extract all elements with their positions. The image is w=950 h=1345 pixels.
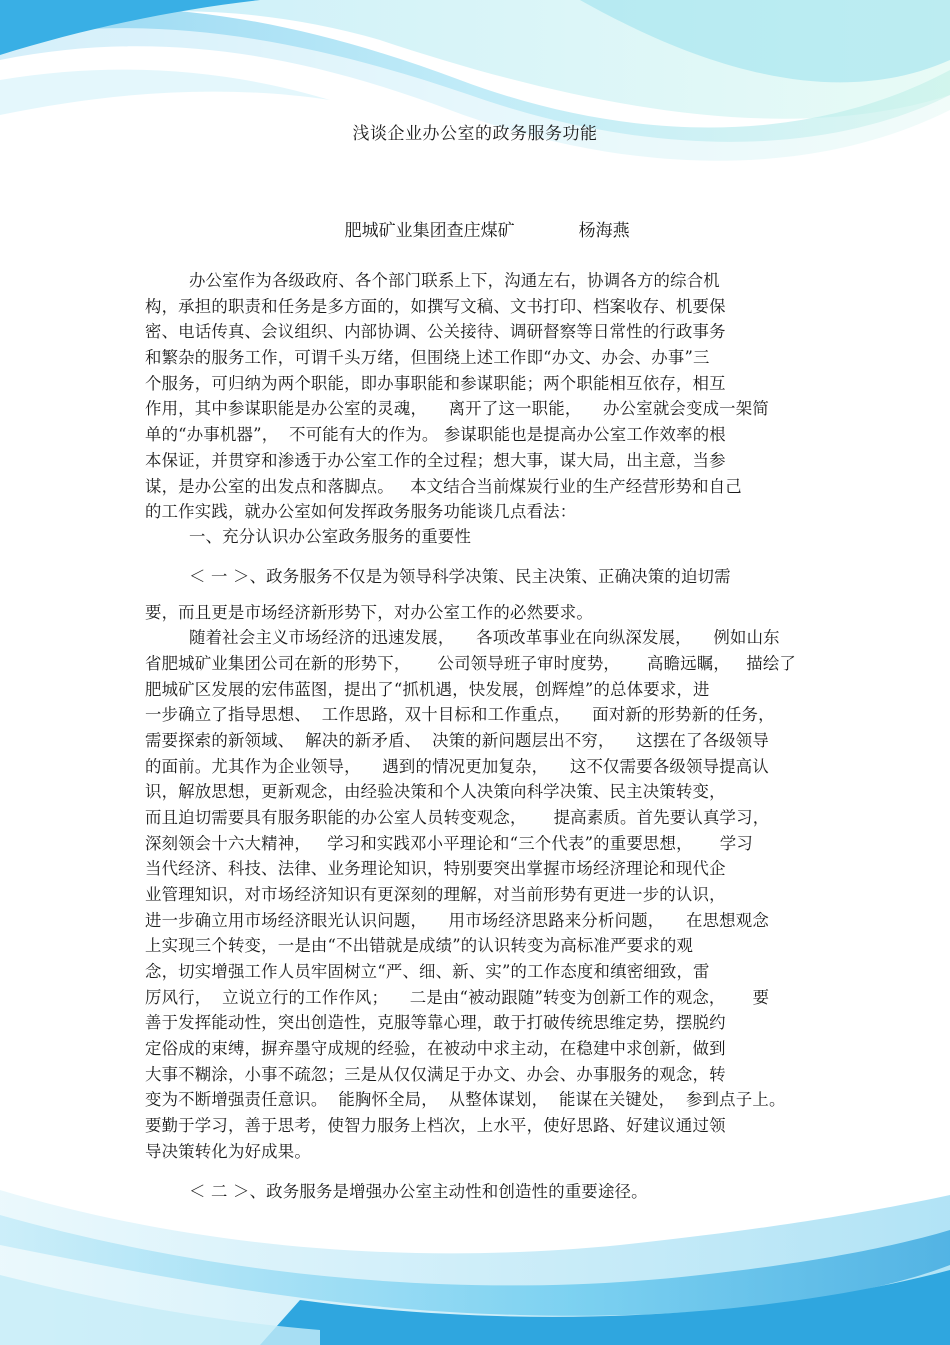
body-text-line: 本保证，并贯穿和渗透于办公室工作的全过程；想大事，谋大局，出主意，当参	[145, 451, 726, 470]
body-text-line: 善于发挥能动性，突出创造性，克服等靠心理，敢于打破传统思维定势，摆脱约	[145, 1013, 726, 1032]
body-text-line: 导决策转化为好成果。	[145, 1142, 311, 1161]
body-text-line: 单的“办事机器”， 不可能有大的作为。 参谋职能也是提高办公室工作效率的根	[145, 425, 726, 444]
author-organization: 肥城矿业集团查庄煤矿	[344, 221, 515, 241]
body-text-line: 和繁杂的服务工作，可谓千头万绪，但围绕上述工作即“办文、办会、办事”三	[145, 348, 710, 367]
body-text-line: 上实现三个转变，一是由“不出错就是成绩”的认识转变为高标准严要求的观	[145, 936, 694, 955]
body-text-line: 进一步确立用市场经济眼光认识问题， 用市场经济思路来分析问题， 在思想观念	[145, 911, 769, 930]
body-text-line: 密、电话传真、会议组织、内部协调、公关接待、调研督察等日常性的行政事务	[145, 322, 726, 341]
body-text-line: 作用，其中参谋职能是办公室的灵魂， 离开了这一职能， 办公室就会变成一架简	[145, 399, 769, 418]
subsection-heading: ＜ 二 ＞、政务服务是增强办公室主动性和创造性的重要途径。	[189, 1182, 648, 1201]
body-text-line: 一步确立了指导思想、 工作思路，双十目标和工作重点， 面对新的形势新的任务，	[145, 705, 775, 724]
body-text-line: 省肥城矿业集团公司在新的形势下， 公司领导班子审时度势， 高瞻远瞩， 描绘了	[145, 654, 797, 673]
body-text-line: 要，而且更是市场经济新形势下，对办公室工作的必然要求。	[145, 603, 593, 622]
body-text-line: 当代经济、科技、法律、业务理论知识，特别要突出掌握市场经济理论和现代企	[145, 859, 726, 878]
section-heading: 一、充分认识办公室政务服务的重要性	[189, 527, 472, 546]
body-text-line: 个服务，可归纳为两个职能，即办事职能和参谋职能；两个职能相互依存，相互	[145, 374, 726, 393]
author-name: 杨海燕	[578, 221, 630, 241]
body-text-line: 随着社会主义市场经济的迅速发展， 各项改革事业在向纵深发展， 例如山东	[189, 628, 780, 647]
body-text-line: 的面前。尤其作为企业领导， 遇到的情况更加复杂， 这不仅需要各级领导提高认	[145, 757, 769, 776]
body-text-line: 要勤于学习，善于思考，使智力服务上档次，上水平，使好思路、好建议通过领	[145, 1116, 726, 1135]
document-title: 浅谈企业办公室的政务服务功能	[352, 124, 598, 144]
body-text-line: 业管理知识，对市场经济知识有更深刻的理解，对当前形势有更进一步的认识，	[145, 885, 726, 904]
author-line	[323, 196, 630, 261]
body-text-line: 的工作实践，就办公室如何发挥政务服务功能谈几点看法：	[145, 502, 577, 521]
body-text-line: 厉风行， 立说立行的工作作风； 二是由“被动跟随”转变为创新工作的观念， 要	[145, 988, 770, 1007]
subsection-heading: ＜ 一 ＞、政务服务不仅是为领导科学决策、民主决策、正确决策的迫切需	[189, 567, 731, 586]
body-text-line: 定俗成的束缚，摒弃墨守成规的经验，在被动中求主动，在稳建中求创新，做到	[145, 1039, 726, 1058]
body-text-line: 肥城矿区发展的宏伟蓝图，提出了“抓机遇，快发展，创辉煌”的总体要求，进	[145, 680, 710, 699]
body-text-line: 念，切实增强工作人员牢固树立“严、细、新、实”的工作态度和缜密细致，雷	[145, 962, 710, 981]
body-text-line: 办公室作为各级政府、各个部门联系上下，沟通左右，协调各方的综合机	[189, 271, 720, 290]
body-text-line: 构，承担的职责和任务是多方面的，如撰写文稿、文书打印、档案收存、机要保	[145, 297, 726, 316]
body-text-line: 深刻领会十六大精神， 学习和实践邓小平理论和“三个代表”的重要思想， 学习	[145, 834, 753, 853]
body-text-line: 识，解放思想，更新观念，由经验决策和个人决策向科学决策、民主决策转变，	[145, 782, 726, 801]
body-text-line: 大事不糊涂，小事不疏忽；三是从仅仅满足于办文、办会、办事服务的观念，转	[145, 1065, 726, 1084]
body-text-line: 谋，是办公室的出发点和落脚点。 本文结合当前煤炭行业的生产经营形势和自己	[145, 477, 742, 496]
body-text-line: 而且迫切需要具有服务职能的办公室人员转变观念， 提高素质。首先要认真学习，	[145, 808, 770, 827]
body-text-line: 需要探索的新领域、 解决的新矛盾、 决策的新问题层出不穷， 这摆在了各级领导	[145, 731, 769, 750]
body-text-line: 变为不断增强责任意识。 能胸怀全局， 从整体谋划， 能谋在关键处， 参到点子上。	[145, 1090, 786, 1109]
